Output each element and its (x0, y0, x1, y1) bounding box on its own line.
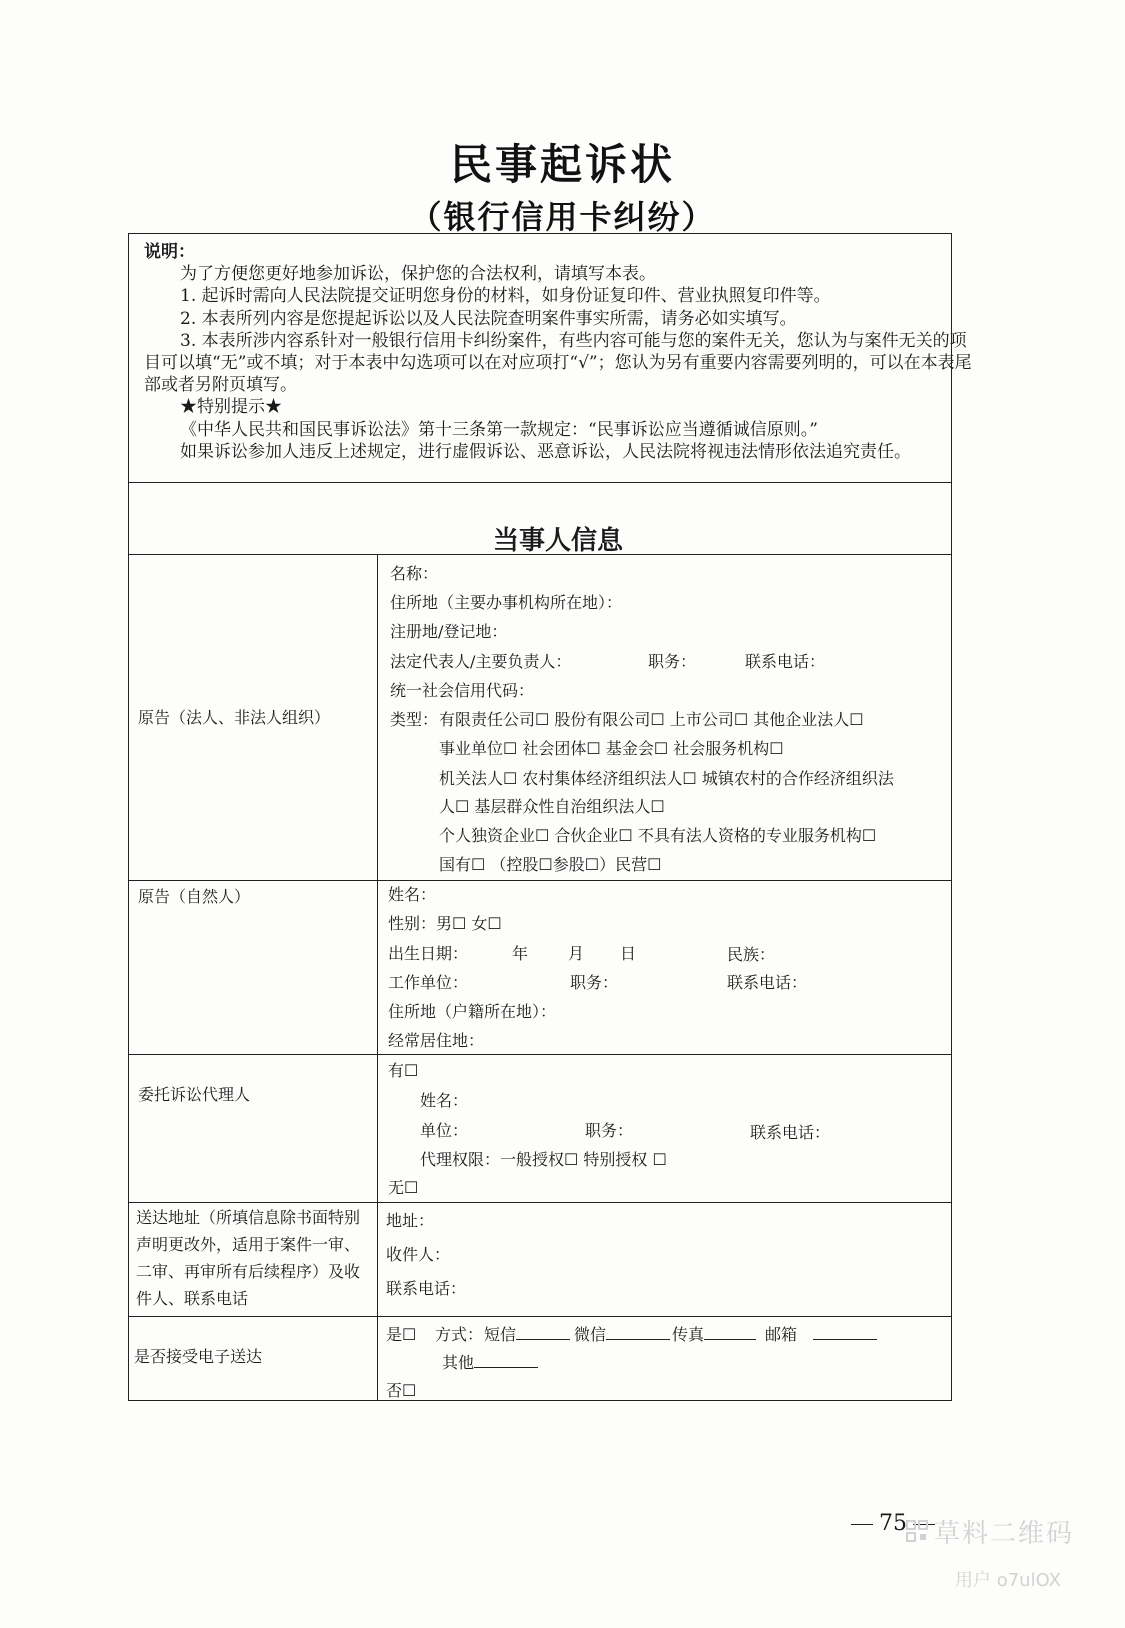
divider (128, 482, 952, 483)
instruction-line: 为了方便您更好地参加诉讼，保护您的合法权利，请填写本表。 (180, 264, 656, 285)
section-title: 当事人信息 (492, 526, 623, 556)
divider (128, 1316, 952, 1317)
divider (128, 880, 952, 881)
instruction-line: 2. 本表所列内容是您提起诉讼以及人民法院查明案件事实所需，请务必如实填写。 (180, 308, 797, 329)
column-divider (377, 554, 378, 1401)
gender-options[interactable]: 性别：男☐ 女☐ (388, 914, 502, 933)
sms-field[interactable] (484, 1322, 570, 1345)
instructions (144, 241, 980, 463)
instruction-line: 3. 本表所涉内容系针对一般银行信用卡纠纷案件，有些内容可能与您的案件无关，您认为与案件无关的项目可以填“无”或不填；对于本表中勾选项可以在对应项打“√”；您认为另有重要内容需要列明的，可以在本表尾部或者另附页填写。 (144, 330, 972, 396)
wechat-blank[interactable] (606, 1325, 670, 1340)
birth-month-label: 月 (568, 944, 585, 963)
e-service-yes-checkbox[interactable]: 是☐ (386, 1325, 417, 1344)
entity-type-label: 类型： (390, 710, 439, 729)
entity-type-options[interactable]: 机关法人☐ 农村集体经济组织法人☐ 城镇农村的合作经济组织法 (439, 769, 894, 788)
legal-address-field[interactable]: 住所地（主要办事机构所在地）： (390, 593, 623, 612)
agent-title-field[interactable]: 职务： (585, 1121, 634, 1140)
service-phone-field[interactable]: 联系电话： (386, 1279, 467, 1298)
qr-logo-icon (906, 1520, 928, 1542)
legal-representative-field[interactable]: 法定代表人/主要负责人： (390, 652, 572, 671)
fax-label: 传真 (672, 1325, 705, 1344)
divider (128, 1054, 952, 1055)
agent-phone-field[interactable]: 联系电话： (750, 1123, 831, 1142)
wechat-label: 微信 (574, 1325, 607, 1344)
entity-type-options[interactable]: 个人独资企业☐ 合伙企业☐ 不具有法人资格的专业服务机构☐ (439, 826, 877, 845)
birth-date-field[interactable]: 出生日期： (388, 944, 469, 963)
ownership-options[interactable]: 国有☐ （控股☐参股☐）民营☐ (439, 855, 662, 874)
watermark-logo-text: 草料二维码 (934, 1519, 1075, 1549)
agent-no-checkbox[interactable]: 无☐ (388, 1178, 419, 1197)
other-field[interactable] (442, 1350, 538, 1373)
fax-field[interactable] (672, 1322, 756, 1345)
page-dash (851, 1524, 873, 1525)
agent-unit-field[interactable]: 单位： (420, 1121, 469, 1140)
e-service-label: 是否接受电子送达 (134, 1347, 263, 1366)
natural-phone-field[interactable]: 联系电话： (727, 973, 808, 992)
entity-type-options[interactable]: 事业单位☐ 社会团体☐ 基金会☐ 社会服务机构☐ (439, 739, 784, 758)
divider (128, 1202, 952, 1203)
e-service-method-label: 方式： (435, 1325, 484, 1344)
other-label: 其他 (442, 1353, 475, 1372)
e-service-no-checkbox[interactable]: 否☐ (386, 1381, 417, 1400)
agent-name-field[interactable]: 姓名： (420, 1091, 469, 1110)
ethnicity-field[interactable]: 民族： (727, 945, 776, 964)
credit-code-field[interactable]: 统一社会信用代码： (390, 681, 535, 700)
instructions-heading: 说明： (144, 242, 195, 262)
legal-rep-title-field[interactable]: 职务： (648, 652, 697, 671)
email-label: 邮箱 (765, 1325, 798, 1344)
entity-type-options[interactable]: 人☐ 基层群众性自治组织法人☐ (439, 797, 665, 816)
watermark-logo (934, 1513, 1074, 1550)
birth-year-label: 年 (512, 944, 529, 963)
natural-plaintiff-label: 原告（自然人） (138, 887, 251, 906)
instruction-line: 如果诉讼参加人违反上述规定，进行虚假诉讼、恶意诉讼，人民法院将视违法情形依法追究责任。 (180, 441, 911, 462)
birth-day-label: 日 (620, 944, 637, 963)
instruction-line: 《中华人民共和国民事诉讼法》第十三条第一款规定：“民事诉讼应当遵循诚信原则。” (180, 419, 818, 440)
page-number-text: 75 (879, 1511, 907, 1536)
sms-blank[interactable] (516, 1325, 570, 1340)
legal-name-field[interactable]: 名称： (390, 564, 439, 583)
legal-registration-field[interactable]: 注册地/登记地： (390, 622, 508, 641)
document-title: 民事起诉状 (449, 140, 675, 189)
employer-field[interactable]: 工作单位： (388, 973, 469, 992)
service-address-label: 送达地址（所填信息除书面特别声明更改外，适用于案件一审、二审、再审所有后续程序）及收件人、联系电话 (136, 1208, 361, 1308)
other-blank[interactable] (474, 1353, 538, 1368)
wechat-field[interactable] (574, 1322, 670, 1345)
entity-type-options[interactable]: 有限责任公司☐ 股份有限公司☐ 上市公司☐ 其他企业法人☐ (439, 710, 864, 729)
agent-authority-options[interactable]: 代理权限：一般授权☐ 特别授权 ☐ (420, 1150, 667, 1169)
agent-label: 委托诉讼代理人 (138, 1085, 251, 1104)
legal-plaintiff-label: 原告（法人、非法人组织） (138, 708, 331, 727)
service-address-field[interactable]: 地址： (386, 1211, 435, 1230)
document-subtitle: （银行信用卡纠纷） (409, 198, 716, 236)
watermark-user: 用户 o7ulOX (955, 1570, 1061, 1591)
fax-blank[interactable] (704, 1325, 756, 1340)
legal-rep-phone-field[interactable]: 联系电话： (745, 652, 826, 671)
recipient-field[interactable]: 收件人： (386, 1245, 451, 1264)
residence-field[interactable]: 经常居住地： (388, 1031, 485, 1050)
agent-yes-checkbox[interactable]: 有☐ (388, 1061, 419, 1080)
natural-name-field[interactable]: 姓名： (388, 885, 437, 904)
domicile-field[interactable]: 住所地（户籍所在地）： (388, 1002, 557, 1021)
instruction-line: 1. 起诉时需向人民法院提交证明您身份的材料，如身份证复印件、营业执照复印件等。 (180, 286, 831, 307)
email-blank[interactable] (813, 1325, 877, 1340)
special-notice-heading: ★特别提示★ (180, 397, 282, 418)
email-field[interactable] (765, 1322, 877, 1345)
sms-label: 短信 (484, 1325, 517, 1344)
natural-title-field[interactable]: 职务： (570, 973, 619, 992)
